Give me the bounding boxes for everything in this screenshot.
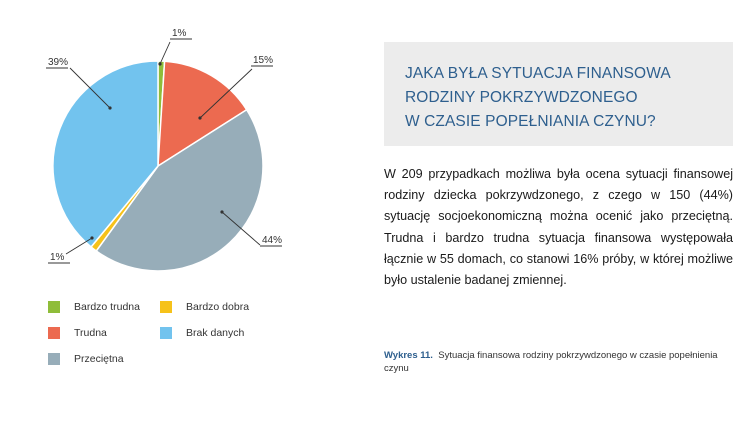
- legend-label: Przeciętna: [74, 353, 124, 365]
- legend-item-trudna: [48, 327, 107, 339]
- caption-text: Sytuacja finansowa rodziny pokrzywdzonego w czasie popełnienia czynu: [384, 350, 718, 374]
- leader-dot: [158, 62, 161, 65]
- legend-swatch: [48, 301, 60, 313]
- heading-line: JAKA BYŁA SYTUACJA FINANSOWA: [405, 65, 671, 82]
- legend-item-bardzo-trudna: [48, 301, 140, 313]
- figure-caption: [384, 349, 734, 375]
- data-label: 1%: [50, 252, 65, 263]
- legend-item-bardzo-dobra: [160, 301, 249, 313]
- data-label: 15%: [253, 55, 274, 66]
- caption-label: Wykres 11.: [384, 350, 433, 361]
- leader-dot: [220, 210, 223, 213]
- legend-item-brak-danych: [160, 327, 244, 339]
- leader-dot: [90, 236, 93, 239]
- legend-swatch: [48, 353, 60, 365]
- leader-dot: [198, 116, 201, 119]
- data-label: 39%: [48, 57, 69, 68]
- leader-line: [66, 238, 92, 254]
- heading-line: W CZASIE POPEŁNIANIA CZYNU?: [405, 113, 656, 130]
- leader-dot: [108, 106, 111, 109]
- data-label: 44%: [262, 235, 283, 246]
- data-label: 1%: [172, 28, 187, 39]
- pie-chart-area: [0, 0, 370, 426]
- legend-label: Bardzo dobra: [186, 301, 250, 313]
- question-heading-box: [384, 42, 733, 146]
- legend-label: Brak danych: [186, 327, 245, 339]
- heading-line: RODZINY POKRZYWDZONEGO: [405, 89, 638, 106]
- body-paragraph: W 209 przypadkach możliwa była ocena sytuacji finansowej rodziny dziecka pokrzywdzonego, z czego w 150 (44%) sytuację socjoekonomiczną można ocenić jako przeciętną. Trudna i bardzo trudna sytuacja finansowa występowała łącznie w 55 domach, co stanowi 16% próby, w której możliwe było ustalenie badanej zmiennej.: [384, 167, 733, 288]
- legend-label: Bardzo trudna: [74, 301, 140, 313]
- pie-chart: [0, 0, 370, 300]
- legend-swatch: [160, 301, 172, 313]
- legend-swatch: [48, 327, 60, 339]
- legend-item-przecietna: [48, 353, 124, 365]
- legend-swatch: [160, 327, 172, 339]
- question-heading: [405, 62, 725, 134]
- legend-label: Trudna: [74, 327, 107, 339]
